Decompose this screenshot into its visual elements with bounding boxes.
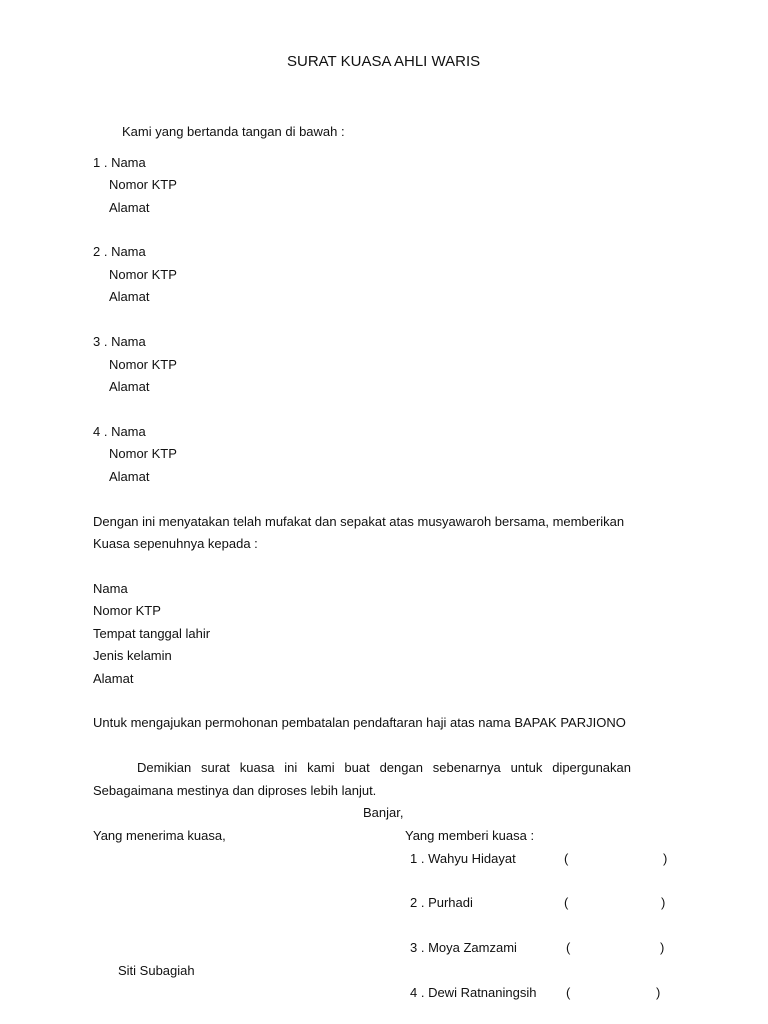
purpose-text: Untuk mengajukan permohonan pembatalan pendaftaran haji atas nama BAPAK PARJIONO bbox=[93, 715, 626, 730]
signer-4-open-paren: ( bbox=[566, 985, 571, 1000]
signer-3-open-paren: ( bbox=[566, 940, 571, 955]
grantor-4-address-label: Alamat bbox=[109, 469, 150, 484]
closing-line-2: Sebagaimana mestinya dan diproses lebih lanjut. bbox=[93, 783, 377, 798]
signer-4-close-paren: ) bbox=[656, 985, 661, 1000]
grantor-2-address-label: Alamat bbox=[109, 289, 150, 304]
statement-line-1: Dengan ini menyatakan telah mufakat dan sepakat atas musyawaroh bersama, memberikan bbox=[93, 514, 625, 529]
page-title: SURAT KUASA AHLI WARIS bbox=[287, 53, 481, 70]
signer-3-close-paren: ) bbox=[660, 940, 665, 955]
grantor-3-address-label: Alamat bbox=[109, 379, 150, 394]
signer-2-close-paren: ) bbox=[661, 895, 666, 910]
grantor-3-id-label: Nomor KTP bbox=[109, 357, 177, 372]
signer-2-label: 2 . Purhadi bbox=[410, 895, 473, 910]
place-date: Banjar, bbox=[363, 805, 404, 820]
grantor-2-name-label: 2 . Nama bbox=[93, 244, 146, 259]
recipient-name-label: Nama bbox=[93, 581, 128, 596]
receiver-name: Siti Subagiah bbox=[118, 963, 195, 978]
recipient-id-label: Nomor KTP bbox=[93, 603, 161, 618]
recipient-gender-label: Jenis kelamin bbox=[93, 648, 172, 663]
statement-line-2: Kuasa sepenuhnya kepada : bbox=[93, 536, 258, 551]
grantor-4-id-label: Nomor KTP bbox=[109, 446, 177, 461]
grantor-4-name-label: 4 . Nama bbox=[93, 424, 146, 439]
grantor-1-name-label: 1 . Nama bbox=[93, 155, 146, 170]
recipient-birth-label: Tempat tanggal lahir bbox=[93, 626, 211, 641]
giver-heading: Yang memberi kuasa : bbox=[405, 828, 535, 843]
signer-2-open-paren: ( bbox=[564, 895, 569, 910]
recipient-address-label: Alamat bbox=[93, 671, 134, 686]
intro-text: Kami yang bertanda tangan di bawah : bbox=[122, 124, 345, 139]
closing-line-1: Demikian surat kuasa ini kami buat dengan sebenarnya untuk dipergunakan bbox=[137, 760, 631, 775]
signer-1-close-paren: ) bbox=[663, 851, 668, 866]
signer-1-label: 1 . Wahyu Hidayat bbox=[410, 851, 516, 866]
grantor-1-address-label: Alamat bbox=[109, 200, 150, 215]
signer-1-open-paren: ( bbox=[564, 851, 569, 866]
receiver-heading: Yang menerima kuasa, bbox=[93, 828, 226, 843]
signer-4-label: 4 . Dewi Ratnaningsih bbox=[410, 985, 537, 1000]
grantor-3-name-label: 3 . Nama bbox=[93, 334, 146, 349]
signer-3-label: 3 . Moya Zamzami bbox=[410, 940, 517, 955]
grantor-1-id-label: Nomor KTP bbox=[109, 177, 177, 192]
grantor-2-id-label: Nomor KTP bbox=[109, 267, 177, 282]
